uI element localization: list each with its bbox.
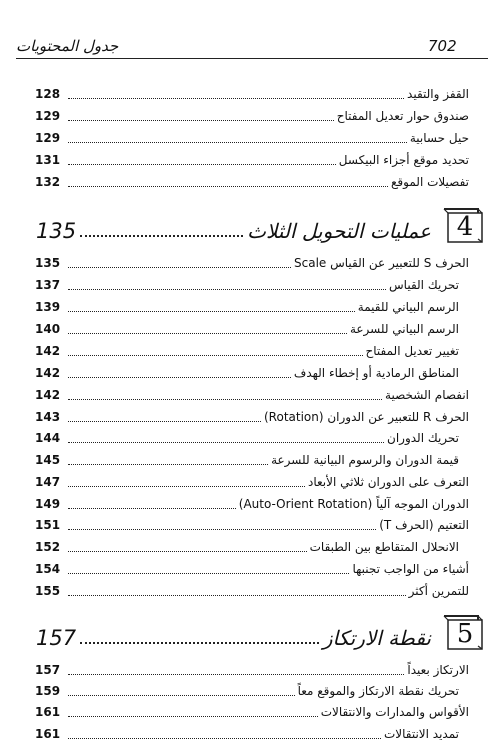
entry-label: المناطق الرمادية أو إخطاء الهدف	[293, 366, 459, 380]
dot-leader	[68, 186, 388, 187]
chapter-heading[interactable]	[36, 612, 486, 654]
entry-page: 131	[35, 153, 61, 167]
entry-page: 159	[35, 684, 61, 698]
toc-entry[interactable]	[35, 533, 469, 555]
dot-leader	[68, 333, 347, 334]
entry-page: 145	[35, 453, 61, 467]
entry-page: 147	[35, 475, 61, 489]
toc-entry[interactable]	[35, 249, 469, 271]
toc-entry[interactable]	[35, 720, 469, 742]
entry-page: 142	[35, 366, 61, 380]
entry-page: 144	[35, 431, 61, 445]
entry-page: 135	[35, 256, 61, 270]
entry-label: تمديد الانتقالات	[383, 727, 459, 741]
entry-label: الانحلال المتقاطع بين الطبقات	[309, 540, 459, 554]
toc-entry[interactable]	[35, 490, 469, 512]
dot-leader	[68, 120, 334, 121]
toc-entry[interactable]	[35, 555, 469, 577]
dot-leader	[68, 674, 404, 675]
toc-entry[interactable]	[35, 656, 469, 678]
chapter-title: نقطة الارتكاز	[322, 626, 431, 650]
page-number: 702	[428, 37, 457, 55]
chapter-page: 157	[36, 626, 77, 650]
header-rule	[16, 58, 488, 59]
entry-label: تفصيلات الموقع	[391, 175, 469, 189]
entry-label: تحريك نقطة الارتكاز والموقع معاً	[297, 684, 459, 698]
entry-label: الرسم البياني للسرعة	[349, 322, 459, 336]
toc-entry[interactable]	[35, 424, 469, 446]
entry-label: صندوق حوار تعديل المفتاح	[336, 109, 469, 123]
entry-page: 140	[35, 322, 61, 336]
toc-entry[interactable]	[35, 359, 469, 381]
dot-leader	[68, 508, 236, 509]
toc-entry[interactable]	[35, 577, 469, 599]
chapter-heading[interactable]	[36, 205, 486, 247]
dot-leader	[68, 355, 363, 356]
entry-page: 155	[35, 584, 61, 598]
dot-leader	[68, 164, 336, 165]
toc-entry[interactable]	[35, 80, 469, 102]
toc-entry[interactable]	[35, 146, 469, 168]
dot-leader	[68, 289, 386, 290]
entry-page: 149	[35, 497, 61, 511]
entry-page: 161	[35, 705, 61, 719]
toc-entry[interactable]	[35, 698, 469, 720]
dot-leader	[68, 421, 261, 422]
entry-page: 143	[35, 410, 61, 424]
dot-leader	[68, 716, 318, 717]
entry-label: أشياء من الواجب تجنبها	[352, 562, 469, 576]
entry-page: 129	[35, 131, 61, 145]
dot-leader	[68, 695, 295, 696]
toc-entry[interactable]	[35, 102, 469, 124]
dot-leader	[68, 267, 291, 268]
entry-label: التعرف على الدوران ثلاثي الأبعاد	[307, 475, 469, 489]
chapter-line	[36, 219, 486, 243]
dot-leader	[68, 464, 268, 465]
entry-label: الحرف S للتعبير عن القياس Scale	[294, 256, 469, 270]
chapter-number: 5	[456, 619, 474, 649]
entry-page: 152	[35, 540, 61, 554]
toc-entry[interactable]	[35, 271, 469, 293]
entry-page: 128	[35, 87, 61, 101]
entry-page: 137	[35, 278, 61, 292]
entry-label: تحديد موقع أجزاء البيكسل	[338, 153, 469, 167]
toc-entry[interactable]	[35, 511, 469, 533]
entry-label: الرسم البياني للقيمة	[357, 300, 459, 314]
entry-label: الارتكاز بعيداً	[407, 663, 469, 677]
dot-leader	[68, 738, 381, 739]
dot-leader	[68, 442, 384, 443]
toc-entry[interactable]	[35, 124, 469, 146]
toc-entry[interactable]	[35, 468, 469, 490]
dot-leader	[68, 486, 305, 487]
entry-label: قيمة الدوران والرسوم البيانية للسرعة	[271, 453, 459, 467]
toc-entry[interactable]	[35, 168, 469, 190]
chapter-number: 4	[456, 212, 474, 242]
running-header-title: جدول المحتويات	[16, 37, 119, 55]
dot-leader	[68, 377, 291, 378]
entry-page: 161	[35, 727, 61, 741]
entry-page: 157	[35, 663, 61, 677]
entry-label: التعتيم (الحرف T)	[379, 518, 469, 532]
dot-leader	[68, 142, 407, 143]
entry-label: تحريك القياس	[389, 278, 459, 292]
entry-page: 139	[35, 300, 61, 314]
entry-label: الحرف R للتعبير عن الدوران (Rotation)	[263, 410, 469, 424]
chapter-title: عمليات التحويل الثلاث	[247, 219, 431, 243]
toc-entry[interactable]	[35, 381, 469, 403]
entry-page: 142	[35, 388, 61, 402]
toc-entry[interactable]	[35, 403, 469, 425]
chapter-page: 135	[36, 219, 77, 243]
toc-entry[interactable]	[35, 315, 469, 337]
entry-label: تغيير تعديل المفتاح	[365, 344, 459, 358]
dot-leader	[68, 399, 382, 400]
entry-page: 151	[35, 518, 61, 532]
dot-leader	[68, 595, 406, 596]
chapter-line	[36, 626, 486, 650]
dot-leader	[80, 235, 243, 237]
toc-entry[interactable]	[35, 446, 469, 468]
dot-leader	[68, 98, 404, 99]
dot-leader	[68, 311, 355, 312]
dot-leader	[68, 573, 349, 574]
entry-label: الدوران الموجه آلياً (Auto-Orient Rotation)	[238, 497, 469, 511]
entry-label: تحريك الدوران	[387, 431, 459, 445]
entry-label: الأقواس والمدارات والانتقالات	[320, 705, 469, 719]
dot-leader	[68, 551, 307, 552]
dot-leader	[68, 529, 376, 530]
toc-entry[interactable]	[35, 337, 469, 359]
entry-label: القفز والتقيد	[407, 87, 469, 101]
entry-page: 129	[35, 109, 61, 123]
entry-page: 142	[35, 344, 61, 358]
entry-page: 154	[35, 562, 61, 576]
entry-label: للتمرين أكثر	[408, 584, 469, 598]
entry-page: 132	[35, 175, 61, 189]
toc-entry[interactable]	[35, 677, 469, 699]
dot-leader	[80, 642, 319, 644]
entry-label: انفصام الشخصية	[385, 388, 469, 402]
toc-entry[interactable]	[35, 293, 469, 315]
entry-label: حيل حسابية	[409, 131, 469, 145]
